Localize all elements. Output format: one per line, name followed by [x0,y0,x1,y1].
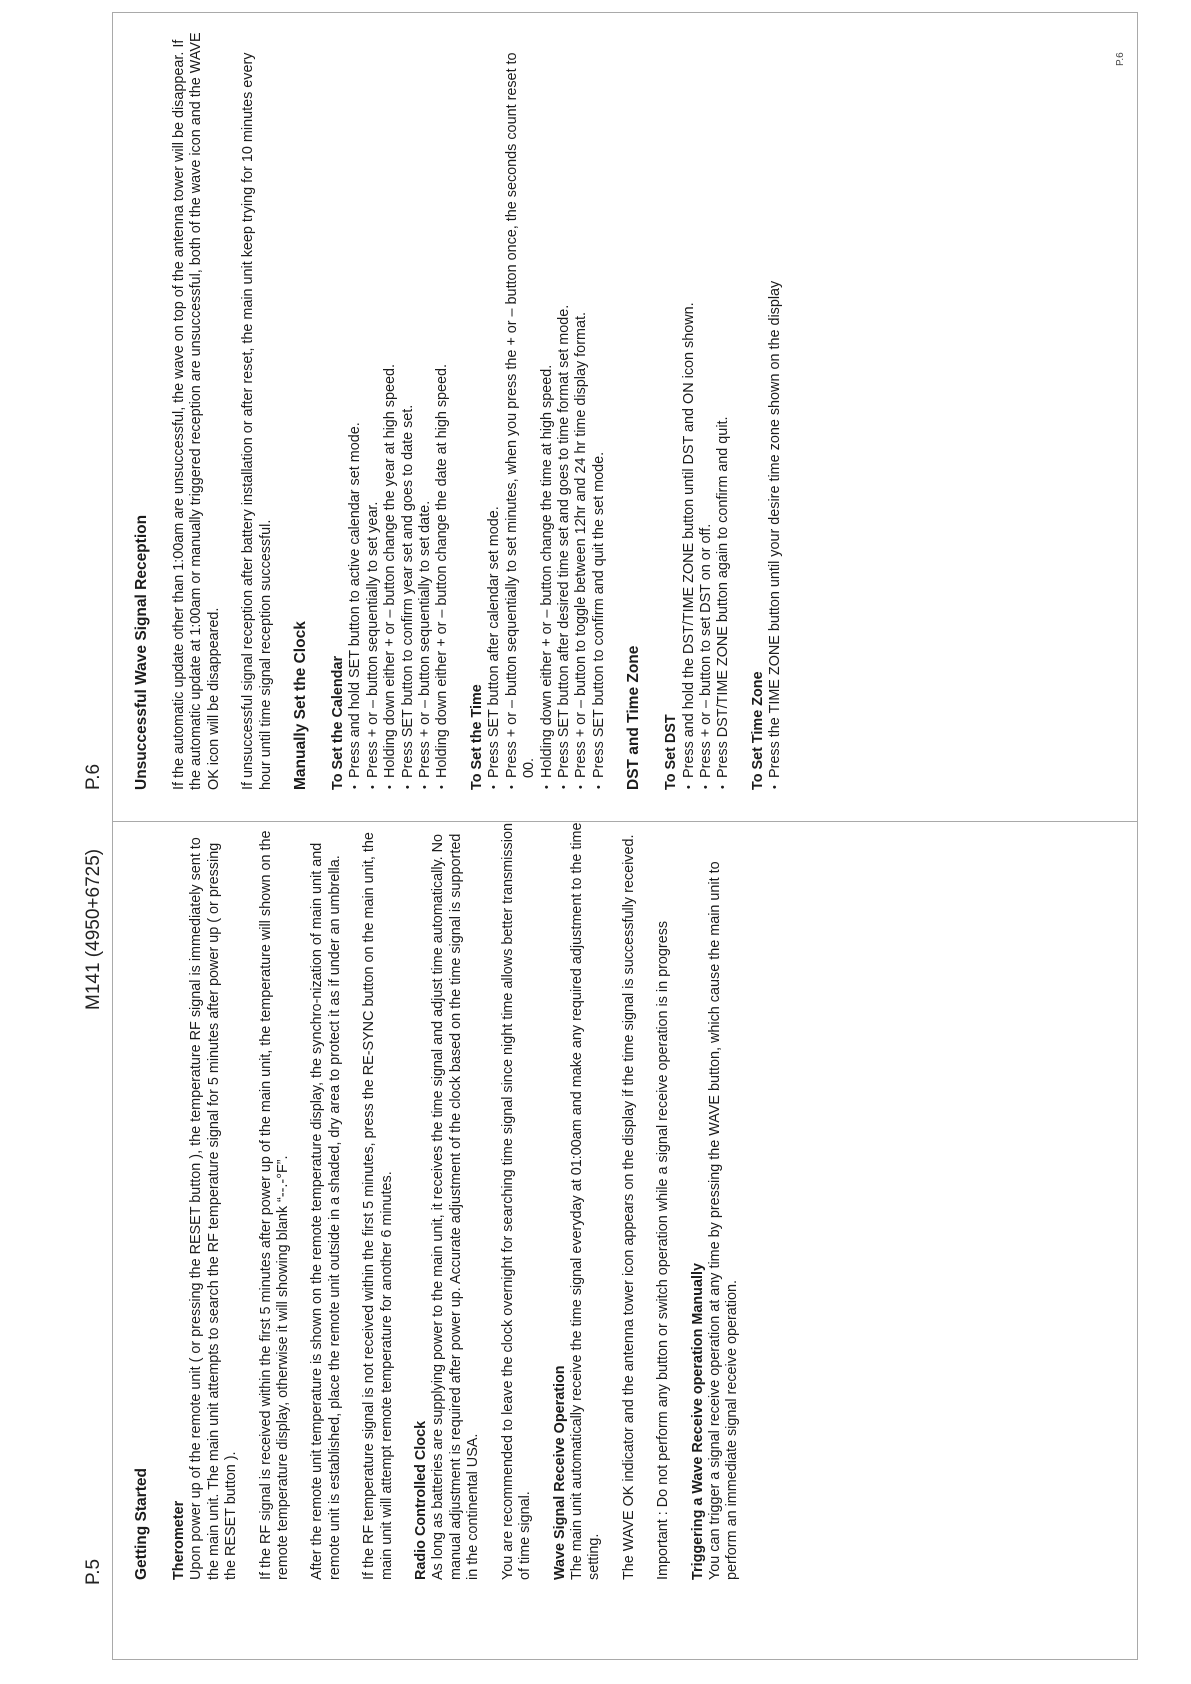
thermometer-section [171,820,241,1580]
radio-clock-paragraph-2: You are recommended to leave the clock overnight for searching time signal since night time allows better transmission of time signal. [499,823,534,1580]
thermometer-heading: Therometer [171,1500,187,1580]
dst-heading: To Set DST [663,714,680,790]
time-zone-section [750,30,785,790]
manual-set-heading: Manually Set the Clock [292,621,310,790]
wave-operation-paragraph-3: Important : Do not perform any button or switch operation while a signal receive operation is in progress [655,920,672,1580]
thermometer-paragraph-3: After the remote unit temperature is shown on the remote temperature display, the synchro-nization of main unit and remote unit is established, place the remote unit outside in a shaded, dry area to protect it as if under an umbrella. [309,842,343,1580]
left-page-content [133,820,759,1580]
calendar-section [330,30,452,790]
list-item: • Press SET button to confirm year set and goes to date set. [400,30,417,790]
reception-paragraph-2: If unsuccessful signal reception after battery installation or after reset, the main unit keep trying for 10 minutes every hour until time signal reception successful. [240,52,274,790]
right-page-content [133,30,802,790]
list-item: • Press the TIME ZONE button until your desire time zone shown on the display [767,30,784,790]
reception-paragraph-1: If the automatic update other than 1:00am are unsuccessful, the wave on top of the antenna tower will be disappear. If the automatic update at 1:00am or manually triggered reception are unsuccessful, both of the wave icon and the WAVE OK icon will be disappeared. [171,32,222,790]
small-page-mark: P.6 [1115,52,1126,66]
dst-time-zone-heading: DST and Time Zone [625,645,643,790]
list-item: • Holding down either + or – button change the date at high speed. [434,30,451,790]
wave-operation-section [552,820,604,1580]
list-item: • Holding down either + or – button change the time at high speed. [539,30,556,790]
list-item: • Press and hold SET button to active calendar set mode. [347,30,364,790]
thermometer-paragraph-2: If the RF signal is received within the first 5 minutes after power up of the main unit, the temperature will shown on the remote temperature display, otherwise it will showing blank “--.-°F”. [257,830,292,1580]
thermometer-paragraph-1: Upon power up of the remote unit ( or pressing the RESET button ), the temperature RF signal is immediately sent to the main unit. The main unit attempts to search the RF temperature signal for 5 minutes after power up ( or pressing the RESET button ). [188,837,240,1580]
list-item: • Holding down either + or – button change the year at high speed. [382,30,399,790]
list-item: • Press + or – button sequentially to set year. [365,30,382,790]
list-item: • Press + or – button sequentially to set date. [417,30,434,790]
radio-clock-paragraph-1: As long as batteries are supplying power to the main unit, it receives the time signal and adjust time automatically. No manual adjustment is required after power up. Accurate adjustment of the clock based on the time signal is supported in the continental USA. [430,833,482,1580]
calendar-steps [347,30,451,790]
dst-section [663,30,733,790]
list-item: • Press DST/TIME ZONE button again to confirm and quit. [715,30,732,790]
right-page-title: Unsuccessful Wave Signal Reception [133,514,150,790]
left-page-title: Getting Started [133,1468,150,1580]
time-zone-steps [767,30,784,790]
list-item: • Press SET button to confirm and quit the set mode. [591,30,608,790]
list-item: • Press SET button after calendar set mode. [486,30,503,790]
trigger-paragraph-1: You can trigger a signal receive operation at any time by pressing the WAVE button, which cause the main unit to perform an immediate signal receive operation. [706,861,741,1580]
time-steps [486,30,608,790]
left-page-number: P.5 [83,1558,104,1585]
calendar-heading: To Set the Calendar [330,655,347,790]
list-item: • Press and hold the DST/TIME ZONE button until DST and ON icon shown. [681,30,698,790]
radio-clock-heading: Radio Controlled Clock [413,1420,430,1580]
trigger-heading: Triggering a Wave Receive operation Manually [689,1263,706,1580]
thermometer-paragraph-4: If the RF temperature signal is not received within the first 5 minutes, press the RE-SYNC button on the main unit, the main unit will attempt remote temperature for another 6 minutes. [361,832,395,1580]
radio-clock-section [413,820,483,1580]
wave-operation-paragraph-2: The WAVE OK indicator and the antenna tower icon appears on the display if the time signal is successfully received. [620,834,637,1580]
trigger-section [690,820,742,1580]
time-heading: To Set the Time [468,684,485,790]
dst-steps [681,30,733,790]
list-item: • Press SET button after desired time set and goes to time format set mode. [556,30,573,790]
model-label: M141 (4950+6725) [83,848,104,1010]
right-page-number: P.6 [83,763,104,790]
wave-operation-paragraph-1: The main unit automatically receive the time signal everyday at 01:00am and make any required adjustment to the time setting. [568,822,603,1580]
list-item: • Press + or – button to toggle between 12hr and 24 hr time display format. [573,30,590,790]
list-item: • Press + or – button sequentially to set minutes, when you press the + or – button once, the seconds count reset to 00. [504,30,539,790]
list-item: • Press + or – button to set DST on or off. [698,30,715,790]
time-zone-heading: To Set Time Zone [749,671,766,790]
time-section [469,30,608,790]
wave-operation-heading: Wave Signal Receive Operation [551,1365,568,1580]
